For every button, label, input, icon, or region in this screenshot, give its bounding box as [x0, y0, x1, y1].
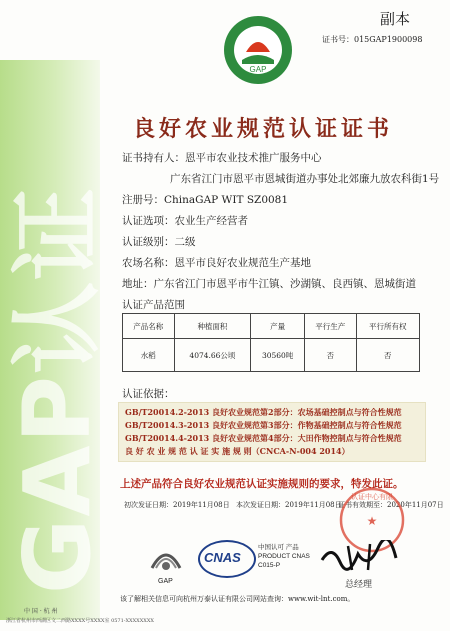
holder-address: 广东省江门市恩平市恩城街道办事处北郊廉九放农科街1号: [170, 173, 440, 185]
copy-label: 副本: [380, 10, 411, 28]
gap-footer-caption: GAP: [158, 578, 173, 585]
footer-address: 浙江省杭州市西湖区文二西路XXXX号XXXX室 0571-XXXXXXXX: [6, 618, 154, 624]
standard-line: GB/T20014.2-2013 良好农业规范第2部分：农场基础控制点与符合性规范: [125, 407, 402, 417]
table-row: [123, 339, 420, 372]
table-cell: 否: [305, 339, 357, 372]
farm-address-value: 广东省江门市恩平市牛江镇、沙湖镇、良西镇、恩城街道: [153, 278, 416, 290]
scope-label: 认证产品范围: [122, 299, 185, 311]
table-cell: 4074.66公顷: [174, 339, 251, 372]
table-header: 平行所有权: [356, 314, 419, 339]
conformity-statement: 上述产品符合良好农业规范认证实施规则的要求，特发此证。: [120, 478, 404, 490]
watermark-text: GAP认证: [4, 185, 111, 595]
farm-value: 恩平市良好农业规范生产基地: [174, 257, 311, 269]
table-header: 平行生产: [305, 314, 357, 339]
current-date: 本次发证日期：2019年11月08日: [236, 501, 342, 509]
table-cell: 水稻: [123, 339, 175, 372]
expiry-date: 证书有效期至：2020年11月07日: [338, 501, 444, 509]
registration-label: 注册号：: [122, 194, 164, 206]
level-label: 认证级别：: [122, 236, 175, 248]
holder-value: 恩平市农业技术推广服务中心: [185, 152, 322, 164]
standard-line: GB/T20014.3-2013 良好农业规范第3部分：作物基础控制点与符合性规范: [125, 420, 402, 430]
certificate-number: 证书号：015GAP1900098: [322, 35, 423, 44]
table-header: 产量: [251, 314, 305, 339]
signature-mark: [318, 540, 398, 574]
seal-text: 认证中心有限: [351, 493, 393, 501]
cnas-logo-text: CNAS: [204, 550, 241, 565]
standards-box: [118, 402, 426, 462]
registration-value: ChinaGAP WIT SZ0081: [164, 194, 289, 206]
option-label: 认证选项：: [122, 215, 175, 227]
gap-logo: [222, 14, 294, 86]
signature-title: 总经理: [345, 580, 373, 590]
standard-line: 良 好 农 业 规 范 认 证 实 施 规 则（CNCA-N-004 2014）: [125, 446, 350, 456]
gap-footer-logo: [146, 538, 186, 578]
verification-note: 该了解相关信息可向杭州万泰认证有限公司网站查询：www.wit-lnt.com。: [120, 595, 355, 603]
standard-line: GB/T20014.4-2013 良好农业规范第4部分：大田作物控制点与符合性规范: [125, 433, 402, 443]
cnas-caption: 中国认可 产品 PRODUCT CNAS C015-P: [258, 544, 310, 569]
farm-address-label: 地址：: [122, 278, 154, 290]
table-header: 种植面积: [174, 314, 251, 339]
option-value: 农业生产经营者: [174, 215, 248, 227]
holder-label: 证书持有人：: [122, 152, 185, 164]
watermark-band: [0, 60, 111, 620]
svg-text:★: ★: [366, 514, 378, 528]
level-value: 二级: [174, 236, 196, 248]
certificate-title: 良好农业规范认证证书: [133, 116, 394, 142]
basis-label: 认证依据：: [122, 388, 175, 400]
table-cell: 30560吨: [251, 339, 305, 372]
farm-label: 农场名称：: [122, 257, 175, 269]
initial-date: 初次发证日期：2019年11月08日: [124, 501, 230, 509]
footer-location: 中 国 · 杭 州: [24, 608, 58, 615]
table-cell: 否: [356, 339, 419, 372]
gap-logo-inner: GAP: [249, 65, 267, 74]
product-table: [122, 313, 420, 372]
table-header-row: [123, 314, 420, 339]
table-header: 产品名称: [123, 314, 175, 339]
